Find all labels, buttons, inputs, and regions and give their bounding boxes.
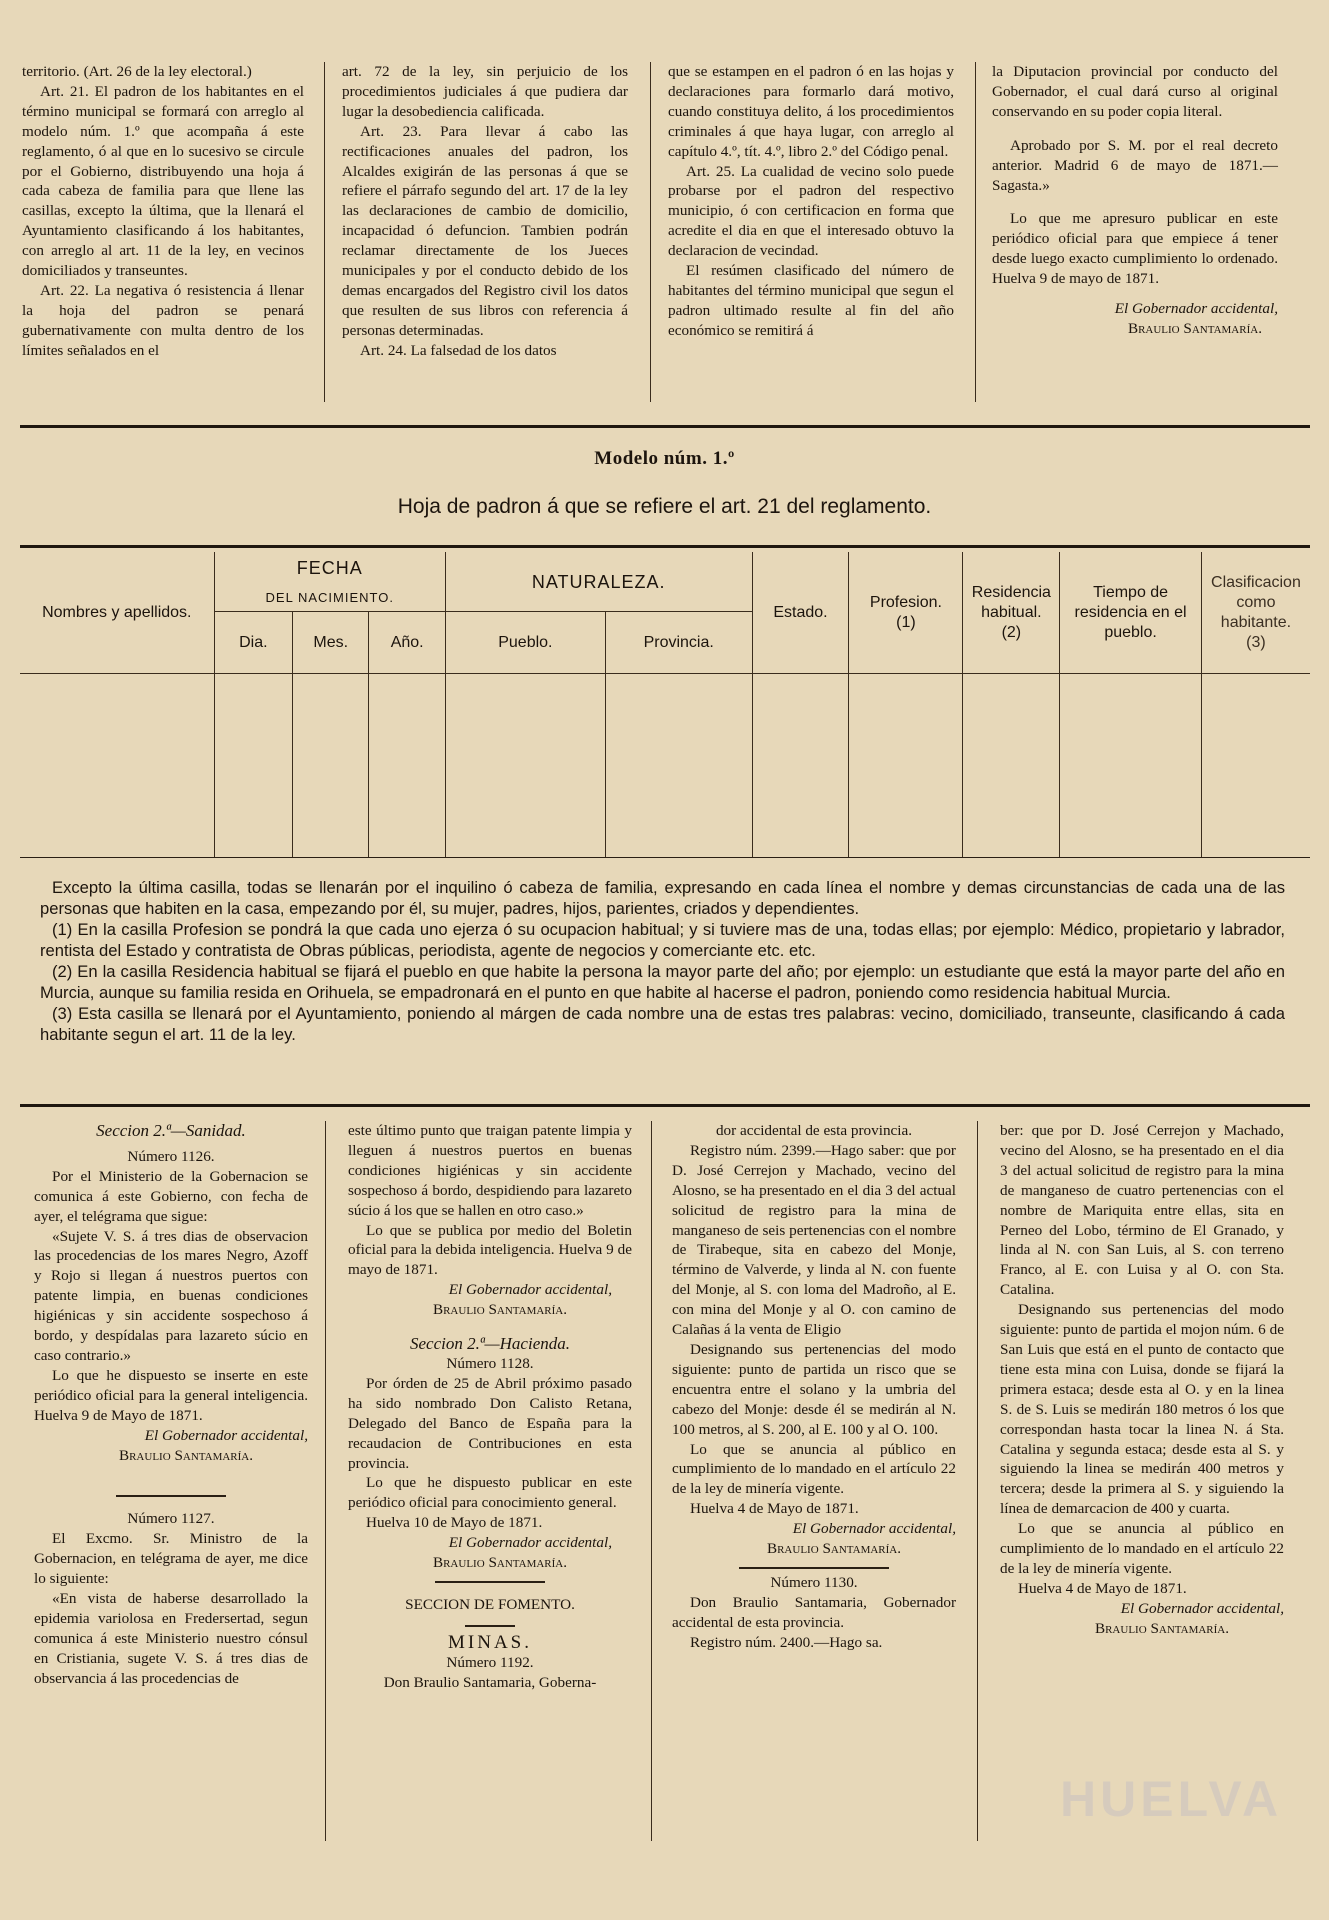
padron-table — [20, 545, 1310, 857]
section-rule — [20, 425, 1310, 428]
paragraph: Designando sus pertenencias del modo siguiente: punto de partida un risco que se encuentra entre el solano y la umbria del cabezo del Monje: desde él se medirán al N. 100 metros, al S. 200, al E. 100 y al O. 100. — [672, 1340, 956, 1438]
watermark-logo: HUELVA — [1060, 1771, 1283, 1827]
paragraph: este último punto que traigan patente limpia y lleguen á nuestros puertos en buenas condiciones higiénicas y sin accidente sospechoso á bordo, despidiendo para lazareto súcio á los que se hallen en otro caso.» — [348, 1122, 632, 1219]
bottom-column-3 — [672, 1121, 956, 1653]
separator-rule — [465, 1625, 515, 1627]
paragraph: Huelva 10 de Mayo de 1871. — [366, 1514, 543, 1532]
note-3: (3) Esta casilla se llenará por el Ayuntamiento, poniendo al márgen de cada nombre una de estas tres palabras: vecino, domiciliado, transeunte, clasificando á cada habitante segun el art. 11 de la ley. — [40, 1004, 1285, 1044]
paragraph: Lo que se publica por medio del Boletin oficial para la debida inteligencia. Huelva 9 de mayo de 1871. — [348, 1221, 632, 1279]
paragraph: dor accidental de esta provincia. — [715, 1122, 913, 1139]
section-heading: Seccion 2.ª—Hacienda. — [409, 1334, 570, 1354]
paragraph: «En vista de haberse desarrollado la epidemia variolosa en Fredersertad, segun comunica á este Ministerio nuestro cónsul en Cristiania, sugete V. S. á tres dias de observancia á las procedencias de — [34, 1590, 308, 1687]
signature-name: Braulio Santamaría. — [1094, 1619, 1230, 1637]
header-naturaleza: NATURALEZA. — [445, 552, 752, 612]
header-estado: Estado. — [752, 552, 849, 673]
section-heading: Seccion 2.ª—Sanidad. — [96, 1121, 246, 1140]
column-divider — [324, 62, 325, 402]
signature-title: El Gobernador accidental, — [1120, 1599, 1284, 1617]
bottom-column-2 — [348, 1121, 632, 1693]
paragraph: la Diputacion provincial por conducto del Gobernador, el cual dará curso al original conservando en su poder copia literal. — [992, 63, 1278, 120]
signature-name: Braulio Santamaría. — [1127, 319, 1262, 337]
header-mes: Mes. — [293, 612, 369, 674]
header-fecha: FECHA — [214, 552, 445, 584]
blank-cell — [1060, 674, 1202, 857]
signature-title: El Gobernador accidental, — [1114, 300, 1278, 318]
blank-cell — [214, 674, 292, 857]
paragraph: Por el Ministerio de la Gobernacion se comunica á este Gobierno, con fecha de ayer, el telégrama que sigue: — [34, 1167, 308, 1225]
paragraph: El resúmen clasificado del número de habitantes del término municipal que segun el padron ultimado resulte al fin del año económico se remitirá á — [668, 262, 954, 339]
paragraph: Art. 25. La cualidad de vecino solo puede probarse por el padron del respectivo municipio, ó con certificacion en forma que acredite el dia en que el interesado obtuvo la declaracion de vecindad. — [668, 162, 954, 260]
paragraph: que se estampen en el padron ó en las hojas y declaraciones para formarlo dará motivo, cuando constituya delito, á los procedimientos criminales á que haya lugar, con arreglo al capítulo 4.º, tít. 4.º, libro 2.º del Código penal. — [668, 63, 954, 160]
paragraph: Designando sus pertenencias del modo siguiente: punto de partida el mojon núm. 6 de San Luis que está en el punto de contacto que tiene esta mina con Luisa, donde se fijará la primera estaca; desde esta al O. y en la linea S. de S. Luis se medirán 180 metros ó los que correspondan hasta tocar la linea N. á Sta. Catalina y segunda estaca; desde esta al S. y siguiendo la linea se medirán 400 metros y tercera; desde la primera al S. y siguiendo la línea de demarcacion de 400 y cuarta. — [1000, 1301, 1284, 1518]
note-1: (1) En la casilla Profesion se pondrá la que cada uno ejerza ó su ocupacion habitual; y si tuviere mas de una, todas ellas; por ejemplo: Médico, propietario y labrador, rentista del Estado y contratista de Obras públicas, periodista, agente de negocios y comerciante etc. etc. — [40, 920, 1285, 960]
paragraph: art. 72 de la ley, sin perjuicio de los procedimientos judiciales á que pudiera dar lugar la desobediencia calificada. — [342, 63, 628, 120]
blank-cell — [849, 674, 963, 857]
note-2: (2) En la casilla Residencia habitual se fijará el pueblo en que habite la persona la mayor parte del año; por ejemplo: un estudiante que está la mayor parte del año en Murcia, aunque su familia resida en Orihuela, se empadronará en el punto en que habite al hacerse el padron, poniendo como residencia habitual Murcia. — [40, 962, 1285, 1002]
paragraph: Registro núm. 2399.—Hago saber: que por D. José Cerrejon y Machado, vecino del Alosno, se ha presentado en el dia 3 del actual solicitud de registro para la mina de manganeso de seis pertenencias con el nombre de Tirabeque, sita en cabezo del Monje, término de Valverde, y linda al N. con fuente del Monje, al S. con loma del Madroño, al E. con mina del Monje y al O. con camino de Calañas á la venta de Eligio — [672, 1141, 956, 1339]
paragraph: territorio. (Art. 26 de la ley electoral.) — [22, 63, 252, 80]
header-dia: Dia. — [214, 612, 292, 674]
top-column-2 — [342, 62, 628, 361]
signature-name: Braulio Santamaría. — [766, 1540, 902, 1558]
paragraph: Huelva 4 de Mayo de 1871. — [1018, 1579, 1187, 1597]
paragraph: Art. 23. Para llevar á cabo las rectificaciones anuales del padron, los Alcaldes exigirán de las personas á que se refiere el párrafo segundo del art. 17 de la ley las declaraciones de cambio de domicilio, incapacidad ó defuncion. Tambien podrán reclamar directamente de los Jueces municipales y por el conducto debido de los demas encargados del Registro civil los datos que resulten de sus libros con referencia á personas determinadas. — [342, 122, 628, 339]
paragraph: Lo que he dispuesto se inserte en este periódico oficial para la general inteligencia. Huelva 9 de Mayo de 1871. — [34, 1366, 308, 1424]
header-ano: Año. — [369, 612, 445, 674]
paragraph: Lo que se anuncia al público en cumplimiento de lo mandado en el artículo 22 de la ley de minería vigente. — [672, 1440, 956, 1498]
clasificacion-label: Clasificacion como habitante. — [1211, 573, 1301, 631]
paragraph: Lo que se anuncia al público en cumplimiento de lo mandado en el artículo 22 de la ley de minería vigente. — [1000, 1520, 1284, 1577]
signature-name: Braulio Santamaría. — [432, 1554, 568, 1572]
section-rule — [20, 1104, 1310, 1107]
bottom-column-4 — [1000, 1121, 1284, 1639]
bottom-column-1 — [34, 1121, 308, 1689]
top-column-1 — [22, 62, 304, 361]
separator-rule — [435, 1581, 545, 1583]
blank-cell — [445, 674, 605, 857]
signature-title: El Gobernador accidental, — [792, 1520, 956, 1538]
paragraph: Huelva 4 de Mayo de 1871. — [690, 1500, 859, 1518]
blank-cell — [752, 674, 849, 857]
paragraph: Art. 22. La negativa ó resistencia á llenar la hoja del padron se penará gubernativamente con multa dentro de los límites señalados en el — [22, 281, 304, 359]
item-number: Número 1130. — [770, 1573, 858, 1591]
profesion-note-ref: (1) — [896, 613, 916, 631]
header-profesion — [849, 552, 963, 673]
model-subtitle: Hoja de padron á que se refiere el art. 21 del reglamento. — [397, 495, 932, 518]
signature-title: El Gobernador accidental, — [448, 1281, 612, 1299]
paragraph: Art. 21. El padron de los habitantes en el término municipal se formará con arreglo al modelo núm. 1.º que acompaña á este reglamento, ó al que en lo sucesivo se circule por el Gobierno, distribuyendo una hoja á cada cabeza de familia para que llene las casillas, excepto la última, que la llenará el Ayuntamiento clasificando á los habitantes, con arreglo al art. 11 de la ley, en vecinos domiciliados y transeuntes. — [22, 82, 304, 280]
header-pueblo: Pueblo. — [445, 612, 605, 674]
paragraph: ber: que por D. José Cerrejon y Machado, vecino del Alosno, se ha presentado en el dia 3 del actual solicitud de registro para la mina de manganeso de cuatro pertenencias con el nombre de Mariquita entre ellas, sita en Perneo del Lobo, término de El Granado, y linda al N. con San Luis, al S. con terreno Franco, al E. con Luisa y al O. con Sta. Catalina. — [1000, 1122, 1284, 1299]
blank-cell — [369, 674, 445, 857]
header-clasificacion — [1201, 552, 1310, 673]
model-notes — [40, 877, 1285, 1045]
minas-heading: MINAS. — [448, 1631, 532, 1653]
header-provincia: Provincia. — [605, 612, 752, 674]
paragraph: El Excmo. Sr. Ministro de la Gobernacion, en telégrama de ayer, me dice lo siguiente: — [34, 1530, 308, 1588]
paragraph: Aprobado por S. M. por el real decreto anterior. Madrid 6 de mayo de 1871.—Sagasta.» — [992, 136, 1278, 194]
model-title: Modelo núm. 1.º — [594, 448, 735, 469]
profesion-label: Profesion. — [869, 593, 942, 611]
paragraph: «Sujete V. S. á tres dias de observacion las procedencias de los mares Negro, Azoff y Rojo si llegan á nuestros puertos con patente limpia, en buenas condiciones higiénicas y sin accidente sospechoso á bordo, y despídalas para lazareto súcio en caso contrario.» — [34, 1227, 308, 1364]
item-number: Número 1126. — [127, 1147, 215, 1165]
column-divider — [651, 1121, 652, 1841]
separator-rule — [739, 1567, 889, 1569]
separator-rule — [116, 1495, 226, 1497]
blank-cell — [1201, 674, 1310, 857]
top-column-3 — [668, 62, 954, 341]
signature-name: Braulio Santamaría. — [118, 1446, 254, 1464]
column-divider — [650, 62, 651, 402]
paragraph: Lo que he dispuesto publicar en este periódico oficial para conocimiento general. — [348, 1474, 632, 1512]
column-divider — [975, 62, 976, 402]
signature-title: El Gobernador accidental, — [448, 1534, 612, 1552]
residencia-label: Residencia habitual. — [971, 583, 1051, 621]
paragraph: Por órden de 25 de Abril próximo pasado ha sido nombrado Don Calisto Retana, Delegado del Banco de España para la recaudacion de Contribuciones en esta provincia. — [348, 1374, 632, 1472]
item-number: Número 1127. — [127, 1510, 215, 1528]
paragraph: Lo que me apresuro publicar en este periódico oficial para que empiece á tener desde luego exacto cumplimiento lo ordenado. Huelva 9 de mayo de 1871. — [992, 210, 1278, 288]
blank-cell — [20, 674, 214, 857]
fomento-heading: SECCION DE FOMENTO. — [405, 1595, 575, 1613]
signature-title: El Gobernador accidental, — [144, 1426, 308, 1444]
blank-cell — [293, 674, 369, 857]
blank-cell — [605, 674, 752, 857]
item-number: Número 1192. — [446, 1653, 534, 1671]
table-bottom-rule — [20, 857, 1310, 858]
column-divider — [325, 1121, 326, 1841]
header-tiempo: Tiempo de residencia en el pueblo. — [1060, 552, 1202, 673]
item-number: Número 1128. — [446, 1354, 534, 1372]
paragraph: Registro núm. 2400.—Hago sa. — [690, 1633, 883, 1651]
paragraph: Don Braulio Santamaria, Goberna- — [383, 1673, 597, 1691]
header-residencia — [963, 552, 1060, 673]
clasificacion-note-ref: (3) — [1246, 633, 1266, 651]
residencia-note-ref: (2) — [1001, 623, 1022, 641]
paragraph: Don Braulio Santamaria, Gobernador accidental de esta provincia. — [672, 1593, 956, 1631]
header-del-nacimiento: DEL NACIMIENTO. — [214, 584, 445, 612]
signature-name: Braulio Santamaría. — [432, 1301, 568, 1319]
header-nombres: Nombres y apellidos. — [20, 552, 214, 673]
column-divider — [977, 1121, 978, 1841]
paragraph: Art. 24. La falsedad de los datos — [360, 341, 557, 359]
blank-cell — [963, 674, 1060, 857]
note-intro: Excepto la última casilla, todas se llenarán por el inquilino ó cabeza de familia, expresando en cada línea el nombre y demas circunstancias de cada una de las personas que habiten en la casa, empezando por él, su mujer, padres, hijos, parientes, criados y dependientes. — [40, 878, 1285, 918]
top-column-4 — [992, 62, 1278, 339]
